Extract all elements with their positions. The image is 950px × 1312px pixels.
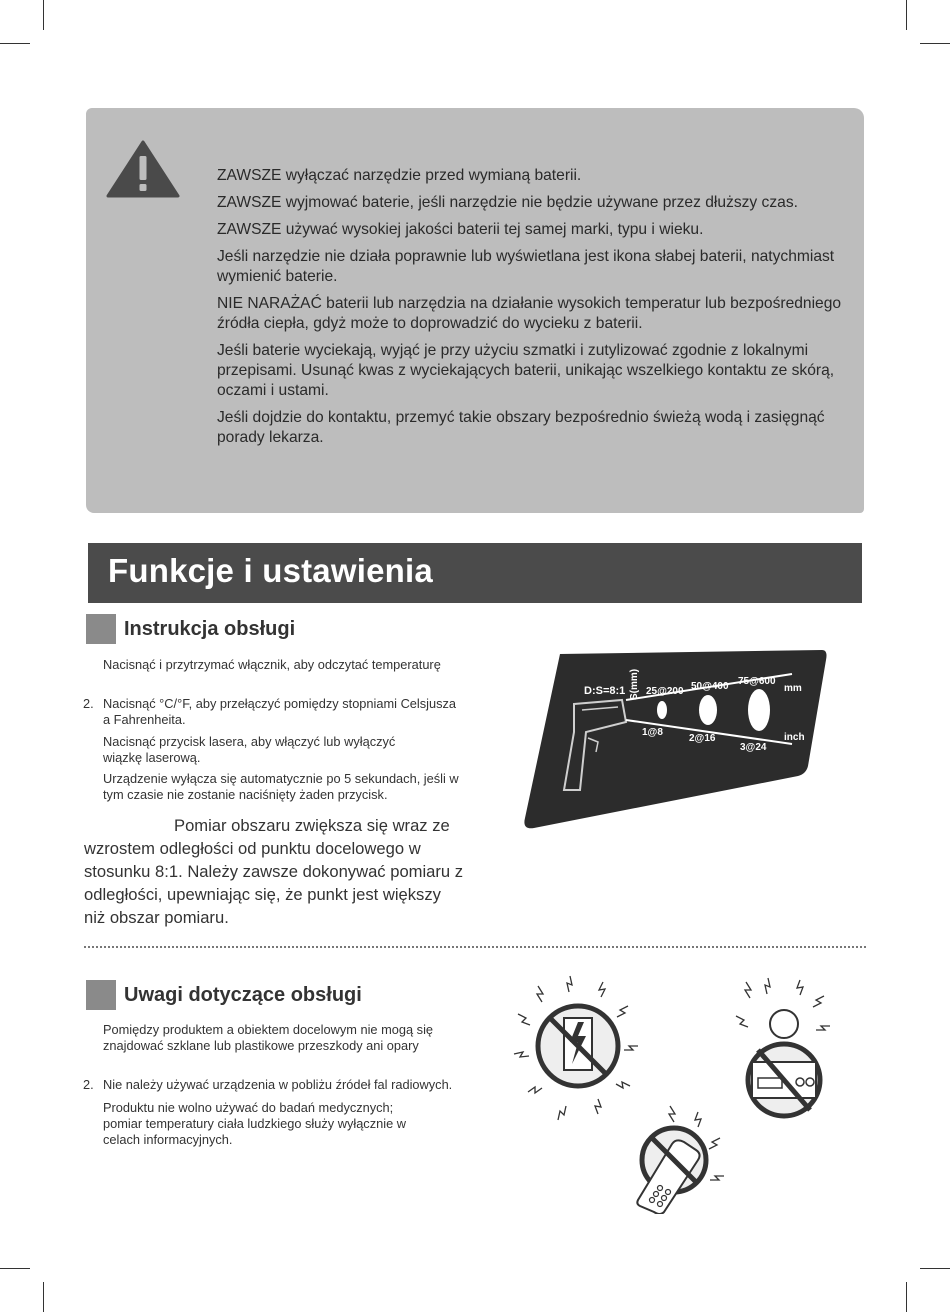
notes-item-1: Pomiędzy produktem a obiektem docelowym nie mogą się znajdować szklane lub plastikowe przeszkody ani opary — [103, 1022, 434, 1053]
diagram-background — [524, 650, 826, 828]
operation-item-2 — [83, 696, 463, 728]
list-number: 2. — [83, 1077, 94, 1092]
mm-label-2: 50@400 — [691, 681, 729, 692]
warning-item: Jeśli narzędzie nie działa poprawnie lub wyświetlana jest ikona słabej baterii, natychmiast wymienić baterie. — [217, 248, 835, 285]
distance-paragraph — [84, 814, 464, 929]
notes-item-3: Produktu nie wolno używać do badań medycznych; pomiar temperatury ciała ludzkiego służy wyłącznie w celach informacyjnych. — [103, 1100, 406, 1147]
crop-mark — [0, 43, 30, 44]
spot-ellipse-3 — [748, 689, 770, 731]
warning-item: Jeśli baterie wyciekają, wyjąć je przy użyciu szmatki i zutylizować zgodnie z lokalnymi przepisami. Usunąć kwas z wyciekających baterii, unikając wszelkiego kontaktu ze skórą, oczami i ustami. — [217, 342, 835, 399]
section-title: Funkcje i ustawienia — [108, 552, 433, 589]
list-number: 2. — [83, 696, 94, 711]
warning-list — [217, 166, 847, 455]
crop-mark — [906, 1282, 907, 1312]
warning-item: ZAWSZE wyjmować baterie, jeśli narzędzie nie będzie używane przez dłuższy czas. — [217, 194, 798, 211]
warning-item: NIE NARAŻAĆ baterii lub narzędzia na działanie wysokich temperatur lub bezpośredniego źródła ciepła, gdyż może to doprowadzić do wycieku z baterii. — [217, 295, 842, 332]
crop-mark — [906, 0, 907, 30]
operation-heading: Instrukcja obsługi — [124, 618, 296, 640]
no-mobile-phone-icon — [616, 1102, 734, 1214]
distance-paragraph-text: Pomiar obszaru zwiększa się wraz ze wzrostem odległości od punktu docelowego w stosunku 8:1. Należy zawsze dokonywać pomiaru z odległości, upewniając się, że punkt jest większy niż obszar pomiaru. — [84, 816, 464, 927]
crop-mark — [920, 1268, 950, 1269]
mm-label-3: 75@600 — [738, 676, 776, 687]
notes-item-2 — [83, 1077, 483, 1093]
spot-ellipse-2 — [699, 695, 717, 725]
crop-mark — [43, 1282, 44, 1312]
operation-item-3: Nacisnąć przycisk lasera, aby włączyć lub wyłączyć wiązkę laserową. — [103, 734, 396, 765]
operation-item-1: Nacisnąć i przytrzymać włącznik, aby odczytać temperaturę — [103, 657, 441, 672]
inch-label-2: 2@16 — [689, 733, 716, 744]
no-microwave-icon — [728, 974, 838, 1120]
distance-spot-diagram — [522, 648, 828, 830]
inch-label-1: 1@8 — [642, 727, 663, 738]
dotted-divider — [84, 946, 866, 948]
crop-mark — [43, 0, 44, 30]
ratio-label: D:S=8:1 — [584, 685, 626, 697]
s-axis-label: S(mm) — [629, 668, 640, 700]
warning-item: ZAWSZE wyłączać narzędzie przed wymianą baterii. — [217, 167, 582, 184]
subheading-marker — [86, 614, 116, 644]
inch-unit-label: inch — [784, 732, 805, 743]
crop-mark — [0, 1268, 30, 1269]
inch-label-3: 3@24 — [740, 742, 767, 753]
notes-item-2-text: Nie należy używać urządzenia w pobliżu źródeł fal radiowych. — [103, 1077, 453, 1092]
mm-unit-label: mm — [784, 683, 802, 694]
operation-item-2-text: Nacisnąć °C/°F, aby przełączyć pomiędzy stopniami Celsjusza a Fahrenheita. — [103, 696, 457, 727]
notes-heading: Uwagi dotyczące obsługi — [124, 984, 362, 1006]
warning-item: Jeśli dojdzie do kontaktu, przemyć takie obszary bezpośrednio świeżą wodą i zasięgnąć porady lekarza. — [217, 409, 825, 446]
operation-item-4: Urządzenie wyłącza się automatycznie po 5 sekundach, jeśli w tym czasie nie zostanie naciśnięty żaden przycisk. — [103, 771, 459, 802]
subheading-marker — [86, 980, 116, 1010]
mm-label-1: 25@200 — [646, 686, 684, 697]
warning-item: ZAWSZE używać wysokiej jakości baterii tej samej marki, typu i wieku. — [217, 221, 704, 238]
warning-triangle-icon — [106, 140, 180, 198]
spot-ellipse-1 — [657, 701, 667, 719]
crop-mark — [920, 43, 950, 44]
